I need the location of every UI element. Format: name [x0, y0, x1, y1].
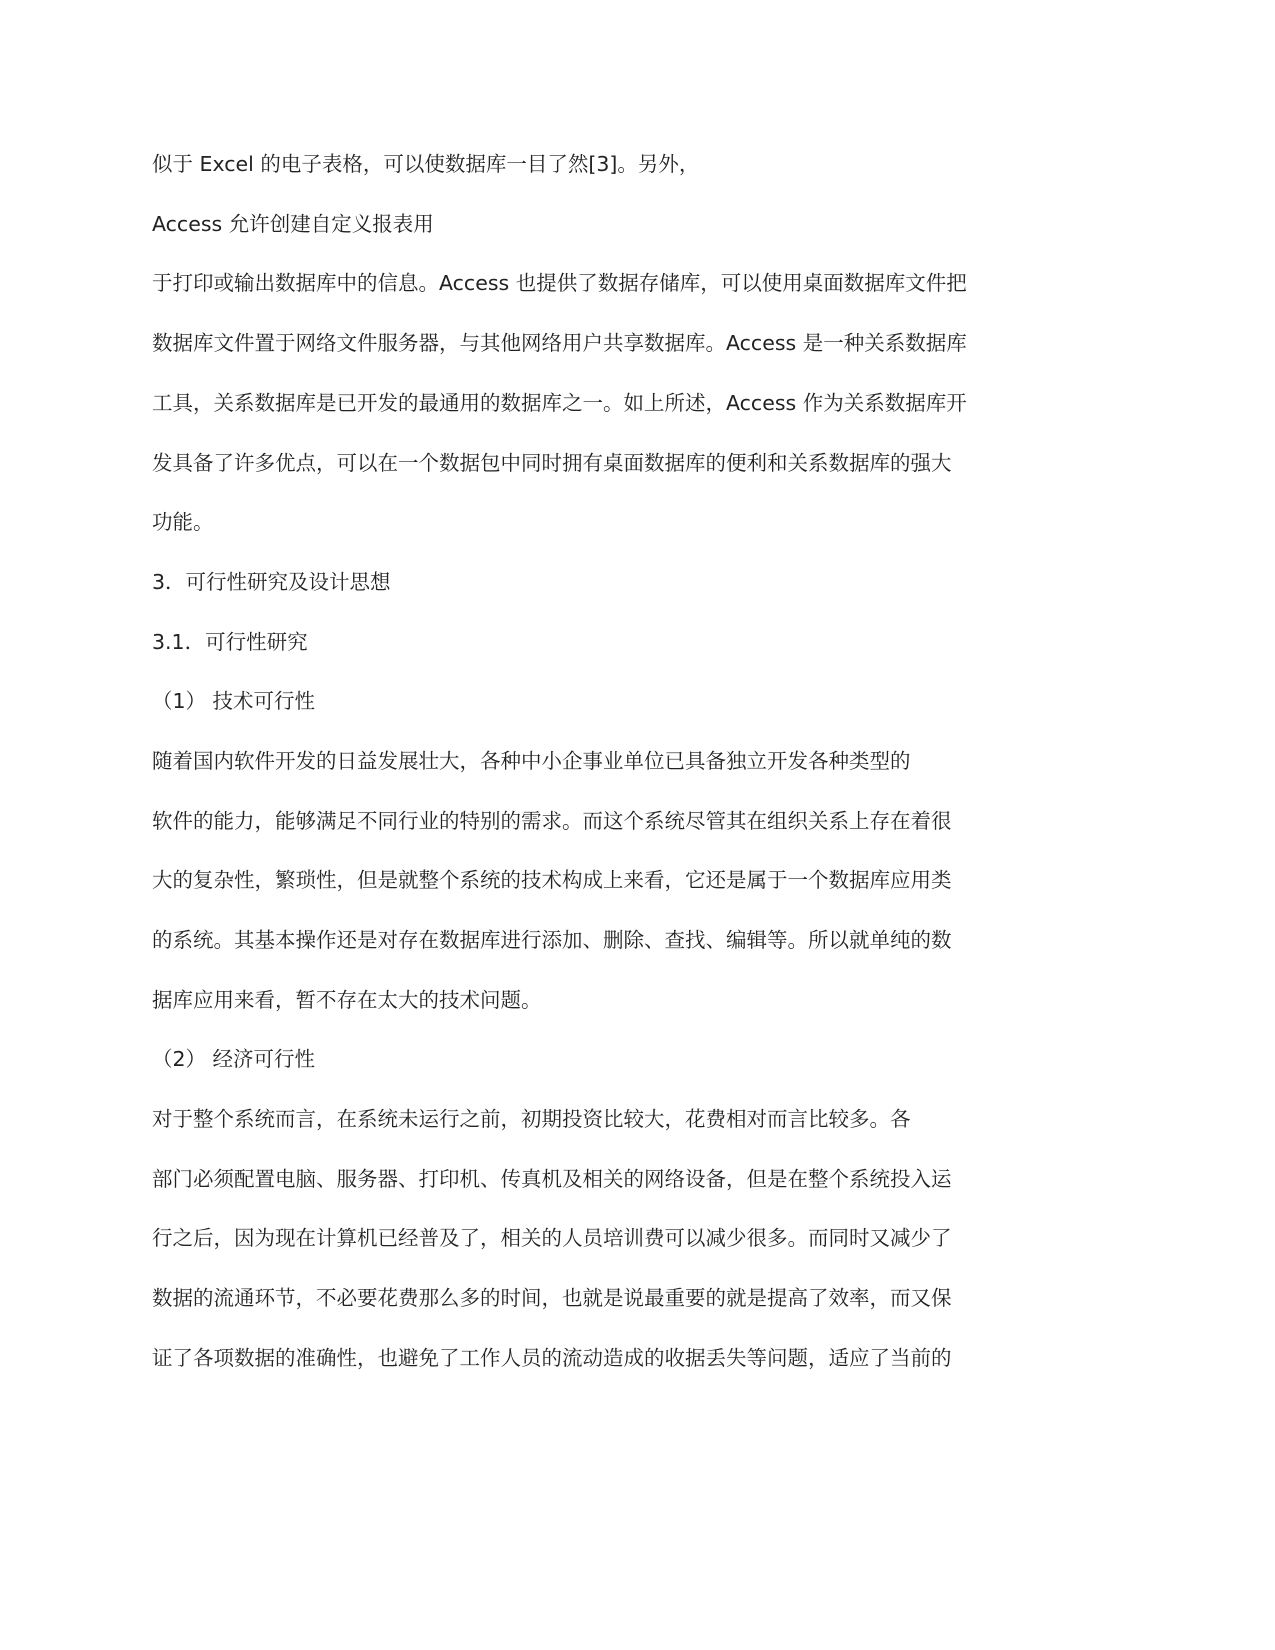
text-line: 部门必须配置电脑、服务器、打印机、传真机及相关的网络设备，但是在整个系统投入运 — [152, 1167, 952, 1191]
text-line: 发具备了许多优点，可以在一个数据包中同时拥有桌面数据库的便利和关系数据库的强大 — [152, 451, 952, 475]
text-line: 数据库文件置于网络文件服务器，与其他网络用户共享数据库。Access 是一种关系数据库 — [152, 331, 967, 355]
text-line: 工具，关系数据库是已开发的最通用的数据库之一。如上所述，Access 作为关系数据库开 — [152, 391, 967, 415]
text-line: Access 允许创建自定义报表用 — [152, 212, 434, 236]
text-line: 的系统。其基本操作还是对存在数据库进行添加、删除、查找、编辑等。所以就单纯的数 — [152, 928, 952, 952]
text-line: 于打印或输出数据库中的信息。Access 也提供了数据存储库，可以使用桌面数据库文件把 — [152, 271, 967, 295]
text-line: 对于整个系统而言，在系统未运行之前，初期投资比较大，花费相对而言比较多。各 — [152, 1107, 911, 1131]
text-line: 似于 Excel 的电子表格，可以使数据库一目了然[3]。另外， — [152, 152, 700, 176]
text-line: 据库应用来看，暂不存在太大的技术问题。 — [152, 988, 542, 1012]
text-line: 大的复杂性，繁琐性，但是就整个系统的技术构成上来看，它还是属于一个数据库应用类 — [152, 868, 952, 892]
text-line: 数据的流通环节，不必要花费那么多的时间，也就是说最重要的就是提高了效率，而又保 — [152, 1286, 952, 1310]
subsection-heading: 3.1．可行性研究 — [152, 630, 308, 654]
text-line: 证了各项数据的准确性，也避免了工作人员的流动造成的收据丢失等问题，适应了当前的 — [152, 1346, 952, 1370]
text-line: 功能。 — [152, 510, 214, 534]
text-line: 随着国内软件开发的日益发展壮大，各种中小企事业单位已具备独立开发各种类型的 — [152, 749, 911, 773]
text-line: 行之后，因为现在计算机已经普及了，相关的人员培训费可以减少很多。而同时又减少了 — [152, 1226, 952, 1250]
item-heading: （1） 技术可行性 — [152, 689, 316, 713]
text-line: 软件的能力，能够满足不同行业的特别的需求。而这个系统尽管其在组织关系上存在着很 — [152, 809, 952, 833]
section-heading: 3．可行性研究及设计思想 — [152, 570, 391, 594]
item-heading: （2） 经济可行性 — [152, 1047, 316, 1071]
